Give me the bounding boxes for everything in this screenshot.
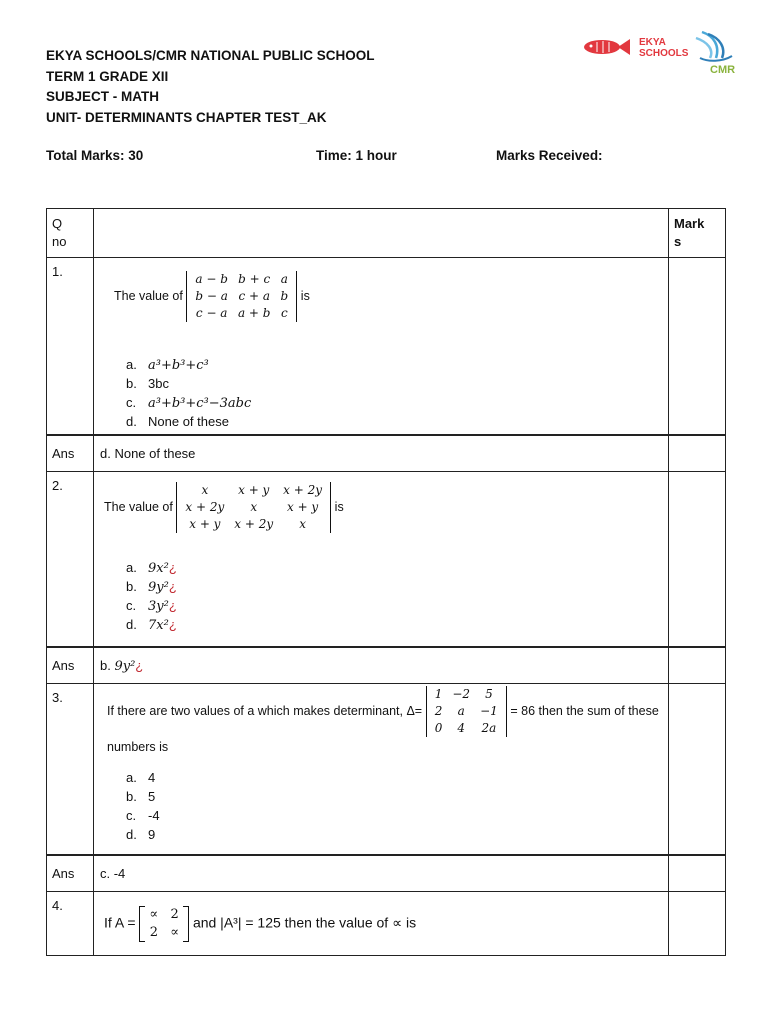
det-cell: a + b — [237, 306, 271, 320]
term-grade: TERM 1 GRADE XII — [46, 68, 169, 84]
ekya-logo-line2: SCHOOLS — [639, 48, 689, 59]
question-body — [94, 684, 669, 855]
option-label: a. — [126, 770, 137, 785]
question-stem — [104, 482, 668, 536]
option-label: c. — [126, 597, 137, 613]
question-body — [94, 471, 669, 647]
answer-row-1 — [47, 435, 726, 472]
option-text: 9y² — [148, 579, 169, 595]
school-name: EKYA SCHOOLS/CMR NATIONAL PUBLIC SCHOOL — [46, 48, 375, 63]
header-marks-line2: s — [674, 234, 682, 249]
matrix-cell: 2 — [170, 906, 179, 922]
det-cell: c + a — [238, 289, 270, 303]
stem-text: If there are two values of a which makes determinant, Δ= — [107, 703, 423, 718]
option-label: a. — [126, 559, 137, 575]
det-cell: b + c — [238, 272, 271, 286]
det-cell: x + y — [238, 482, 270, 497]
answer-label: Ans — [47, 435, 94, 472]
time-allowed: Time: 1 hour — [316, 148, 397, 163]
option-text: -4 — [148, 808, 160, 823]
header-marks — [669, 209, 726, 258]
det-cell: x + 2y — [283, 482, 323, 497]
option-text: 3y² — [148, 598, 169, 614]
option-text: 3bc — [148, 376, 169, 391]
options-list — [100, 558, 668, 634]
unit-title: UNIT- DETERMINANTS CHAPTER TEST_AK — [46, 109, 327, 125]
stem-text-end: and |A³| = 125 then the value of ∝ is — [192, 914, 417, 931]
marks-cell — [669, 891, 726, 955]
option-label: b. — [126, 789, 137, 804]
option-d — [126, 825, 668, 844]
det-cell: −1 — [480, 704, 498, 718]
school-logos — [582, 28, 742, 78]
answer-row-3 — [47, 855, 726, 892]
stem-text-end: = 86 then the sum of these — [510, 703, 659, 718]
option-label: d. — [126, 414, 137, 429]
option-c — [126, 393, 668, 412]
option-text: 7x² — [148, 617, 169, 633]
option-label: d. — [126, 827, 137, 842]
option-c — [126, 596, 668, 615]
document-header — [46, 46, 375, 128]
marks-received: Marks Received: — [496, 148, 603, 163]
det-cell: c − a — [195, 306, 228, 320]
det-cell: b — [280, 289, 289, 303]
question-body — [94, 258, 669, 435]
stem-text: The value of — [114, 288, 183, 303]
det-cell: c — [280, 306, 288, 320]
det-cell: a − b — [195, 272, 228, 286]
option-b — [126, 787, 668, 806]
option-glyph: ¿ — [168, 559, 177, 575]
option-text: 9 — [148, 827, 156, 842]
det-cell: x — [250, 499, 258, 514]
stem-text: The value of — [104, 499, 173, 514]
determinant — [176, 482, 331, 533]
option-label: c. — [126, 395, 137, 410]
option-c — [126, 806, 668, 825]
ekya-logo-line1: EKYA — [639, 37, 666, 48]
question-number: 3. — [47, 684, 94, 855]
determinant — [186, 271, 297, 322]
answer-value: 9y² — [114, 658, 136, 674]
answer-label: Ans — [47, 647, 94, 684]
question-row-1 — [47, 258, 726, 435]
cmr-logo-text: CMR — [710, 64, 736, 76]
det-cell: −2 — [452, 687, 471, 701]
option-glyph: ¿ — [168, 597, 177, 613]
det-cell: 2a — [481, 721, 497, 735]
det-cell: 4 — [457, 721, 466, 735]
det-cell: a — [457, 704, 465, 718]
det-cell: x — [201, 482, 209, 497]
header-qno-line2: no — [52, 234, 67, 249]
ekya-fish-logo — [584, 39, 630, 55]
header-qno — [47, 209, 94, 258]
answer-option-label: b. — [100, 657, 111, 673]
det-cell: x + y — [286, 499, 319, 514]
option-text: 5 — [148, 789, 156, 804]
question-number: 1. — [47, 258, 94, 435]
option-label: c. — [126, 808, 137, 823]
question-stem — [107, 686, 668, 740]
det-cell: 5 — [485, 687, 493, 701]
subject: SUBJECT - MATH — [46, 89, 159, 104]
matrix-cell: ∝ — [149, 906, 159, 922]
header-question — [94, 209, 669, 258]
option-label: b. — [126, 376, 137, 391]
marks-cell — [669, 471, 726, 647]
option-glyph: ¿ — [168, 616, 177, 632]
stem-text-end: is — [334, 499, 344, 514]
det-cell: 2 — [434, 704, 443, 718]
cmr-swan-logo — [696, 32, 732, 61]
determinant — [426, 686, 507, 737]
marks-cell — [669, 684, 726, 855]
option-b — [126, 577, 668, 596]
option-text: None of these — [148, 414, 229, 429]
option-glyph: ¿ — [168, 578, 177, 594]
question-row-3 — [47, 684, 726, 855]
option-d — [126, 615, 668, 634]
question-table — [46, 208, 726, 956]
question-stem — [114, 271, 668, 325]
question-number: 4. — [47, 891, 94, 955]
option-label: d. — [126, 616, 137, 632]
marks-cell — [669, 435, 726, 472]
det-cell: b − a — [195, 289, 228, 303]
header-qno-line1: Q — [52, 216, 63, 231]
answer-text: c. -4 — [94, 855, 669, 892]
stem-text-end: is — [300, 288, 310, 303]
options-list — [100, 355, 668, 431]
option-text: a³+b³+c³ — [148, 358, 209, 373]
stem-text: If A = — [104, 914, 136, 931]
matrix-cell: 2 — [149, 924, 158, 940]
option-label: a. — [126, 357, 137, 372]
matrix — [139, 906, 189, 942]
table-header-row — [47, 209, 726, 258]
det-cell: 1 — [434, 687, 443, 701]
det-cell: x — [299, 516, 306, 531]
option-label: b. — [126, 578, 137, 594]
det-cell: x + y — [189, 516, 221, 531]
option-text: 4 — [148, 770, 156, 785]
marks-cell — [669, 855, 726, 892]
det-cell: a — [280, 272, 288, 286]
question-body — [94, 891, 669, 955]
answer-row-2 — [47, 647, 726, 684]
det-cell: x + 2y — [185, 499, 225, 514]
answer-glyph: ¿ — [135, 657, 144, 673]
stem-line-2: numbers is — [107, 740, 169, 754]
answer-text: d. None of these — [94, 435, 669, 472]
question-stem — [104, 906, 668, 942]
question-number: 2. — [47, 471, 94, 647]
question-row-2 — [47, 471, 726, 647]
marks-cell — [669, 258, 726, 435]
det-cell: 0 — [434, 721, 443, 735]
option-text: 9x² — [148, 560, 169, 576]
marks-cell — [669, 647, 726, 684]
matrix-cell: ∝ — [170, 924, 180, 940]
det-cell: x + 2y — [234, 516, 274, 531]
answer-label: Ans — [47, 855, 94, 892]
option-a — [126, 768, 668, 787]
option-text: a³+b³+c³−3abc — [148, 396, 252, 411]
total-marks: Total Marks: 30 — [46, 148, 144, 163]
option-d — [126, 412, 668, 431]
option-a — [126, 558, 668, 577]
question-row-4 — [47, 891, 726, 955]
option-a — [126, 355, 668, 374]
answer-text — [94, 647, 669, 684]
options-list — [100, 768, 668, 844]
option-b — [126, 374, 668, 393]
header-marks-line1: Mark — [674, 216, 705, 231]
